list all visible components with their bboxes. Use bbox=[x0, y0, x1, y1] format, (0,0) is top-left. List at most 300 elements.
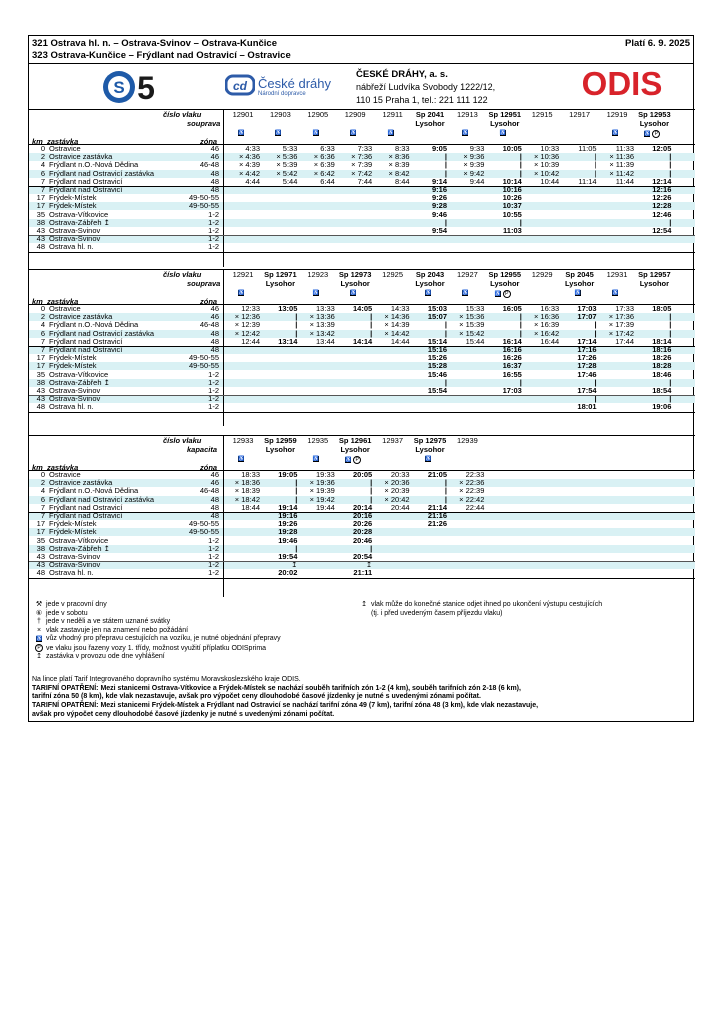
departure-time: 21:14 bbox=[427, 502, 447, 512]
departure-time: 9:05 bbox=[431, 144, 447, 153]
timetable-row bbox=[29, 178, 695, 186]
departure-time: 10:16 bbox=[502, 185, 522, 194]
departure-time: × 12:36 bbox=[234, 312, 260, 322]
station-zone: 1-2 bbox=[208, 543, 219, 553]
legend-item-early-departure bbox=[357, 601, 602, 618]
train-number-label: číslo vlaku bbox=[163, 436, 202, 445]
station-km: 7 bbox=[40, 502, 45, 512]
train-icons bbox=[350, 130, 356, 138]
departure-time: | bbox=[519, 217, 522, 227]
departure-time: 16:16 bbox=[502, 345, 522, 354]
departure-time: × 5:39 bbox=[276, 160, 298, 170]
departure-time: | bbox=[444, 328, 447, 338]
departure-time: × 17:36 bbox=[608, 312, 634, 322]
note-tariff-1a: TARIFNÍ OPATŘENÍ: Mezi stanicemi Ostrava-Vítkovice a Frýdek-Místek se nachází souběh tarifních zón 1-2 (4 km), souběh tarifních zón 2-18 (6 km), bbox=[32, 684, 521, 692]
departure-time: 19:06 bbox=[652, 402, 672, 412]
departure-time: 12:54 bbox=[652, 226, 672, 235]
departure-time: | bbox=[669, 328, 672, 338]
station-zone: 46 bbox=[210, 478, 219, 488]
departure-time: × 20:42 bbox=[384, 494, 410, 504]
departure-time: × 11:36 bbox=[609, 152, 634, 162]
station-zone: 48 bbox=[210, 328, 219, 338]
legend-item bbox=[32, 635, 281, 644]
station-name: Frýdlant nad Ostravicí bbox=[49, 345, 123, 354]
legend-text: jede v sobotu bbox=[46, 609, 88, 617]
section-rule bbox=[29, 252, 695, 253]
station-name: Ostrava-Svinov bbox=[49, 226, 101, 235]
station-name: Ostrava-Svinov bbox=[49, 234, 101, 244]
station-name: Ostravice bbox=[49, 304, 81, 313]
station-name: Frýdlant n.O.-Nová Dědina bbox=[49, 320, 139, 330]
departure-time: 20:16 bbox=[353, 511, 373, 520]
departure-time: | bbox=[370, 478, 373, 488]
zone-label: zóna bbox=[200, 463, 218, 472]
departure-time: | bbox=[594, 160, 597, 170]
s5-line-logo bbox=[102, 70, 160, 109]
station-zone: 49-50-55 bbox=[188, 519, 219, 529]
station-km: 17 bbox=[36, 201, 45, 211]
timetable-row bbox=[29, 186, 695, 194]
station-name: Ostravice bbox=[49, 144, 81, 153]
station-name: Ostravice zastávka bbox=[49, 478, 113, 488]
train-number: 12925 bbox=[382, 270, 404, 279]
departure-time: 18:16 bbox=[652, 345, 672, 354]
station-km: 48 bbox=[36, 568, 45, 578]
departure-time: 10:14 bbox=[502, 176, 522, 186]
train-icons bbox=[462, 130, 468, 138]
departure-time: 10:37 bbox=[502, 201, 522, 211]
train-number: 12911 bbox=[382, 110, 403, 119]
legend-text: (tj. i před uvedeným časem příjezdu vlaku) bbox=[371, 609, 503, 617]
wheelchair-icon: ♿ bbox=[644, 131, 651, 137]
departure-time: × 18:39 bbox=[234, 486, 260, 496]
station-km: 38 bbox=[36, 217, 45, 227]
departure-time: | bbox=[669, 312, 672, 322]
train-number: Sp 12973 bbox=[338, 270, 372, 279]
timetable-row bbox=[29, 471, 695, 479]
departure-time: 18:01 bbox=[577, 402, 597, 412]
station-km: 48 bbox=[36, 242, 45, 252]
train-number: 12937 bbox=[382, 436, 404, 445]
timetable-row bbox=[29, 219, 695, 227]
departure-time: 18:26 bbox=[652, 353, 672, 363]
departure-time: 21:16 bbox=[427, 511, 447, 520]
departure-time: 21:11 bbox=[353, 568, 373, 578]
departure-time: 15:46 bbox=[427, 369, 447, 379]
legend-item bbox=[32, 610, 88, 619]
departure-time: | bbox=[519, 312, 522, 322]
station-column-divider bbox=[223, 109, 224, 267]
train-icons bbox=[313, 456, 319, 464]
departure-time: 19:05 bbox=[278, 470, 298, 479]
section-rule bbox=[29, 512, 695, 513]
train-number: 12921 bbox=[232, 270, 254, 279]
departure-time: × 4:39 bbox=[238, 160, 260, 170]
departure-time: | bbox=[519, 377, 522, 387]
station-zone: 48 bbox=[210, 345, 219, 354]
legend-text: vlak zastavuje jen na znamení nebo požádání bbox=[46, 626, 189, 634]
departure-time: 6:33 bbox=[320, 144, 335, 153]
departure-time: 18:33 bbox=[241, 470, 260, 479]
station-name: Frýdek-Místek bbox=[49, 527, 97, 537]
station-name: Ostrava-Zábřeh ↥ bbox=[49, 543, 110, 553]
departure-time: | bbox=[594, 394, 597, 404]
km-label: km bbox=[32, 297, 43, 306]
station-name: Frýdek-Místek bbox=[49, 193, 97, 203]
train-number: Sp 2041 bbox=[415, 110, 445, 119]
departure-time: × 22:36 bbox=[459, 478, 485, 488]
legend-symbol-icon: P bbox=[32, 644, 46, 653]
timetable-row bbox=[29, 569, 695, 577]
first-class-icon: P bbox=[652, 130, 660, 138]
train-icons bbox=[575, 290, 581, 298]
svinov-rule bbox=[29, 561, 695, 562]
departure-time: 16:26 bbox=[502, 353, 522, 363]
departure-time: 10:26 bbox=[502, 193, 522, 203]
station-zone: 48 bbox=[210, 336, 219, 346]
departure-time: | bbox=[295, 494, 298, 504]
train-name: Lysohor bbox=[564, 279, 595, 288]
zone-label: zóna bbox=[200, 137, 218, 146]
station-km: 38 bbox=[36, 377, 45, 387]
station-name: Ostrava-Svinov bbox=[49, 386, 101, 395]
departure-time: 17:44 bbox=[615, 336, 634, 346]
legend-symbol-icon: ⑥ bbox=[35, 609, 43, 617]
station-km: 0 bbox=[40, 144, 45, 153]
departure-time: 14:44 bbox=[390, 336, 410, 346]
legend-text: jede v pracovní dny bbox=[46, 601, 107, 608]
station-km: 43 bbox=[36, 234, 45, 244]
timetable-row bbox=[29, 211, 695, 219]
departure-time: 11:03 bbox=[503, 226, 522, 235]
timetable-block bbox=[29, 109, 695, 267]
departure-time: × 20:39 bbox=[384, 486, 410, 496]
train-number: 12909 bbox=[344, 110, 366, 119]
departure-time: | bbox=[519, 168, 522, 178]
train-set-label: souprava bbox=[187, 119, 221, 128]
timetable-row bbox=[29, 553, 695, 561]
station-name: Frýdek-Místek bbox=[49, 201, 97, 211]
train-icons bbox=[238, 130, 244, 138]
departure-time: 9:16 bbox=[431, 185, 447, 194]
section-rule bbox=[29, 578, 695, 579]
cd-logo-icon bbox=[225, 74, 255, 101]
station-km: 4 bbox=[40, 160, 45, 170]
departure-time: × 20:36 bbox=[384, 478, 410, 488]
station-name: Frýdlant n.O.-Nová Dědina bbox=[49, 160, 139, 170]
station-km: 2 bbox=[40, 152, 45, 162]
operator-address bbox=[356, 68, 495, 107]
departure-time: 15:28 bbox=[427, 361, 447, 371]
wheelchair-icon: ♿ bbox=[574, 290, 581, 297]
station-km: 17 bbox=[36, 527, 45, 537]
station-name: Frýdlant nad Ostravicí zastávka bbox=[49, 168, 155, 178]
departure-time: | bbox=[295, 478, 298, 488]
station-km: 35 bbox=[36, 535, 45, 545]
station-km: 4 bbox=[40, 320, 45, 330]
departure-time: | bbox=[295, 320, 298, 330]
departure-time: × 11:39 bbox=[609, 160, 634, 170]
train-icons bbox=[612, 290, 618, 298]
departure-time: × 8:39 bbox=[388, 160, 410, 170]
train-number: 12929 bbox=[531, 270, 553, 279]
station-name: Ostravice zastávka bbox=[49, 312, 113, 322]
departure-time: × 18:42 bbox=[234, 494, 260, 504]
route-line-323: 323 Ostrava-Kunčice – Frýdlant nad Ostravicí – Ostravice bbox=[32, 50, 291, 61]
wheelchair-icon: ♿ bbox=[499, 130, 507, 137]
train-number: 12939 bbox=[456, 436, 478, 445]
station-zone: 1-2 bbox=[208, 552, 219, 561]
departure-time: 19:44 bbox=[316, 502, 335, 512]
departure-time: 18:28 bbox=[652, 361, 672, 371]
station-zone: 46-48 bbox=[199, 486, 219, 496]
departure-time: | bbox=[295, 543, 298, 553]
station-km: 6 bbox=[40, 168, 45, 178]
note-tariff-2b: avšak pro výpočet ceny dlouhodobé časové jízdenky je nutné s uvedenými zónami počítat. bbox=[32, 710, 335, 718]
station-km: 35 bbox=[36, 369, 45, 379]
departure-time: 14:33 bbox=[390, 304, 410, 313]
departure-time: 6:44 bbox=[320, 176, 335, 186]
first-class-icon: P bbox=[503, 290, 511, 298]
departure-time: 8:33 bbox=[394, 144, 410, 153]
departure-time: × 9:39 bbox=[463, 160, 485, 170]
station-zone: 1-2 bbox=[208, 535, 219, 545]
legend-item bbox=[32, 618, 170, 627]
departure-time: 19:16 bbox=[278, 511, 298, 520]
train-name: Lysohor bbox=[340, 279, 370, 288]
station-km: 0 bbox=[40, 304, 45, 313]
station-zone: 46-48 bbox=[199, 160, 219, 170]
departure-time: 7:44 bbox=[357, 176, 373, 186]
zone-label: zóna bbox=[200, 297, 218, 306]
legend-text: jede v neděli a ve státem uznané svátky bbox=[46, 618, 171, 626]
wheelchair-icon: ♿ bbox=[462, 130, 469, 137]
station-km: 35 bbox=[36, 209, 45, 219]
departure-time: | bbox=[444, 478, 447, 488]
departure-time: 13:44 bbox=[316, 336, 335, 346]
departure-time: | bbox=[519, 152, 522, 162]
station-zone: 48 bbox=[210, 168, 219, 178]
departure-time: 4:33 bbox=[245, 144, 260, 153]
station-zone: 1-2 bbox=[208, 217, 219, 227]
station-km: 43 bbox=[36, 394, 45, 404]
route-line-321: 321 Ostrava hl. n. – Ostrava-Svinov – Ostrava-Kunčice bbox=[32, 38, 278, 49]
departure-time: | bbox=[444, 377, 447, 387]
station-name: Ostrava-Svinov bbox=[49, 552, 101, 561]
wheelchair-icon: ♿ bbox=[425, 456, 432, 463]
wheelchair-icon: ♿ bbox=[462, 290, 469, 297]
s5-number: 5 bbox=[137, 70, 155, 104]
departure-time: 20:54 bbox=[353, 552, 373, 561]
departure-time: × 16:36 bbox=[533, 312, 560, 322]
departure-time: 16:14 bbox=[502, 336, 522, 346]
station-column-divider bbox=[223, 269, 224, 426]
departure-time: | bbox=[444, 160, 447, 170]
departure-time: 19:26 bbox=[278, 519, 298, 529]
departure-time: 14:05 bbox=[353, 304, 373, 313]
departure-time: 12:46 bbox=[652, 209, 672, 219]
train-icons bbox=[345, 456, 361, 465]
departure-time: × 6:36 bbox=[313, 152, 335, 162]
departure-time: × 4:36 bbox=[238, 152, 260, 162]
note-tariff-2a: TARIFNÍ OPATŘENÍ: Mezi stanicemi Frýdek-Místek a Frýdlant nad Ostravicí se nachází tarifní zóna 49 (7 km), tarifní zóna 48 (3 km), kde vlak nezastavuje, bbox=[32, 702, 539, 710]
first-class-icon: P bbox=[353, 456, 361, 464]
train-icons bbox=[350, 290, 356, 298]
departure-time: × 11:42 bbox=[609, 168, 634, 178]
station-km: 43 bbox=[36, 552, 45, 561]
departure-time: | bbox=[669, 168, 672, 178]
note-tariff-1b: tarifní zóna 50 (8 km), kde vlak nezastavuje, avšak pro výpočet ceny dlouhodobé časové jízdenky je nutné s uvedenými zónami počítat. bbox=[32, 693, 481, 701]
train-number: 12917 bbox=[569, 110, 591, 119]
wheelchair-icon: ♿ bbox=[345, 457, 352, 463]
cd-brand-subtitle: Národní dopravce bbox=[258, 91, 306, 97]
departure-time: × 16:39 bbox=[533, 320, 560, 330]
odis-logo bbox=[572, 67, 672, 104]
station-km: 7 bbox=[40, 176, 45, 186]
departure-time: 15:26 bbox=[427, 353, 447, 363]
departure-time: 17:16 bbox=[577, 345, 597, 354]
departure-time: | bbox=[669, 320, 672, 330]
departure-time: × 19:39 bbox=[309, 486, 335, 496]
station-zone: 1-2 bbox=[208, 394, 219, 404]
departure-time: 16:37 bbox=[502, 361, 522, 371]
wheelchair-icon: ♿ bbox=[312, 456, 320, 463]
train-number: 12919 bbox=[606, 110, 628, 119]
departure-time: × 13:36 bbox=[309, 312, 335, 322]
departure-time: 12:16 bbox=[652, 185, 672, 194]
departure-time: 16:55 bbox=[502, 369, 522, 379]
train-icons bbox=[238, 456, 244, 464]
departure-time: | bbox=[669, 152, 672, 162]
station-name: Ostrava-Svinov bbox=[49, 394, 101, 404]
train-number: Sp 2043 bbox=[415, 270, 445, 279]
departure-time: 14:14 bbox=[353, 336, 373, 346]
departure-time: 17:46 bbox=[577, 369, 597, 379]
train-number: 12913 bbox=[456, 110, 478, 119]
departure-time: 22:33 bbox=[465, 470, 485, 479]
route-header bbox=[32, 38, 690, 62]
departure-time: | bbox=[519, 320, 522, 330]
departure-time: 11:33 bbox=[615, 144, 634, 153]
departure-time: 15:54 bbox=[427, 386, 447, 395]
departure-time: 11:14 bbox=[578, 176, 597, 186]
wheelchair-icon: ♿ bbox=[612, 130, 619, 137]
timetable-sheet bbox=[28, 35, 694, 722]
station-zone: 46 bbox=[210, 304, 219, 313]
station-zone: 48 bbox=[210, 494, 219, 504]
departure-time: 17:28 bbox=[577, 361, 597, 371]
train-set-label: kapacita bbox=[187, 445, 218, 454]
departure-time: | bbox=[370, 486, 373, 496]
station-zone: 1-2 bbox=[208, 369, 219, 379]
wheelchair-icon: ♿ bbox=[387, 130, 394, 137]
legend-text: vlak může do konečné stanice odjet ihned po ukončení výstupu cestujících bbox=[371, 601, 603, 608]
departure-time: 17:54 bbox=[577, 386, 597, 395]
departure-time: 9:44 bbox=[469, 176, 485, 186]
station-name: Ostrava-Zábřeh ↥ bbox=[49, 377, 110, 387]
station-km: 2 bbox=[40, 478, 45, 488]
departure-time: × 5:42 bbox=[276, 168, 298, 178]
departure-time: 20:05 bbox=[353, 470, 373, 479]
train-icons bbox=[238, 290, 244, 298]
departure-time: | bbox=[444, 168, 447, 178]
departure-time: | bbox=[669, 160, 672, 170]
svinov-rule bbox=[29, 395, 695, 396]
wheelchair-icon: ♿ bbox=[238, 130, 245, 137]
departure-time: × 16:42 bbox=[533, 328, 560, 338]
departure-time: 20:28 bbox=[353, 527, 373, 537]
departure-time: × 4:42 bbox=[238, 168, 260, 178]
departure-time: × 6:42 bbox=[313, 168, 335, 178]
station-name: Ostrava-Zábřeh ↥ bbox=[49, 217, 110, 227]
departure-time: | bbox=[669, 394, 672, 404]
departure-time: | bbox=[370, 320, 373, 330]
train-number: Sp 12971 bbox=[264, 270, 297, 279]
station-km: 7 bbox=[40, 345, 45, 354]
timetable-row bbox=[29, 243, 695, 251]
departure-time: × 5:36 bbox=[276, 152, 298, 162]
station-name: Ostrava hl. n. bbox=[49, 402, 94, 412]
departure-time: 11:05 bbox=[578, 144, 597, 153]
departure-time: × 22:42 bbox=[459, 494, 485, 504]
train-number: 12935 bbox=[307, 436, 329, 445]
departure-time: | bbox=[295, 486, 298, 496]
timetable-row bbox=[29, 235, 695, 243]
train-icons bbox=[612, 130, 618, 138]
departure-time: | bbox=[370, 494, 373, 504]
departure-time: 15:16 bbox=[427, 345, 447, 354]
wheelchair-icon: ♿ bbox=[238, 456, 245, 463]
departure-time: × 7:42 bbox=[351, 168, 373, 178]
timetable-row bbox=[29, 227, 695, 235]
wheelchair-icon: ♿ bbox=[312, 130, 320, 137]
departure-time: 20:33 bbox=[390, 470, 410, 479]
departure-time: × 12:39 bbox=[234, 320, 260, 330]
legend-text: vůz vhodný pro přepravu cestujících na vozíku, je nutné objednání přepravy bbox=[46, 635, 281, 643]
departure-time: | bbox=[669, 377, 672, 387]
station-zone: 46 bbox=[210, 312, 219, 322]
operator-street: nábřeží Ludvíka Svobody 1222/12, bbox=[356, 82, 496, 92]
departure-time: 12:26 bbox=[652, 193, 672, 203]
legend-symbol-icon: × bbox=[36, 626, 42, 634]
station-km: 17 bbox=[36, 353, 45, 363]
departure-time: 19:46 bbox=[278, 535, 298, 545]
note-tariff-odis: Na lince platí Tarif Integrovaného dopravního systému Moravskoslezského kraje ODIS. bbox=[32, 676, 301, 683]
train-number: Sp 12953 bbox=[638, 110, 671, 119]
departure-time: | bbox=[594, 328, 597, 338]
timetable-row bbox=[29, 194, 695, 202]
station-zone: 1-2 bbox=[208, 402, 219, 412]
timetable-block bbox=[29, 435, 695, 597]
departure-time: 13:33 bbox=[316, 304, 335, 313]
station-name: Frýdlant nad Ostravicí zastávka bbox=[49, 494, 155, 504]
departure-time: 17:03 bbox=[577, 304, 597, 313]
departure-time: | bbox=[370, 312, 373, 322]
station-name: Frýdlant nad Ostravicí bbox=[49, 502, 123, 512]
train-icons bbox=[462, 290, 468, 298]
departure-time: 9:26 bbox=[431, 193, 447, 203]
train-number: 12915 bbox=[531, 110, 553, 119]
train-name: Lysohor bbox=[265, 445, 296, 454]
departure-time: × 13:42 bbox=[309, 328, 335, 338]
departure-time: × 7:39 bbox=[351, 160, 373, 170]
departure-time: 20:02 bbox=[278, 568, 298, 578]
station-zone: 1-2 bbox=[208, 242, 219, 252]
svg-text:S: S bbox=[113, 78, 125, 97]
departure-time: 22:44 bbox=[465, 502, 485, 512]
station-zone: 49-50-55 bbox=[188, 353, 219, 363]
train-number: Sp 2045 bbox=[565, 270, 594, 279]
